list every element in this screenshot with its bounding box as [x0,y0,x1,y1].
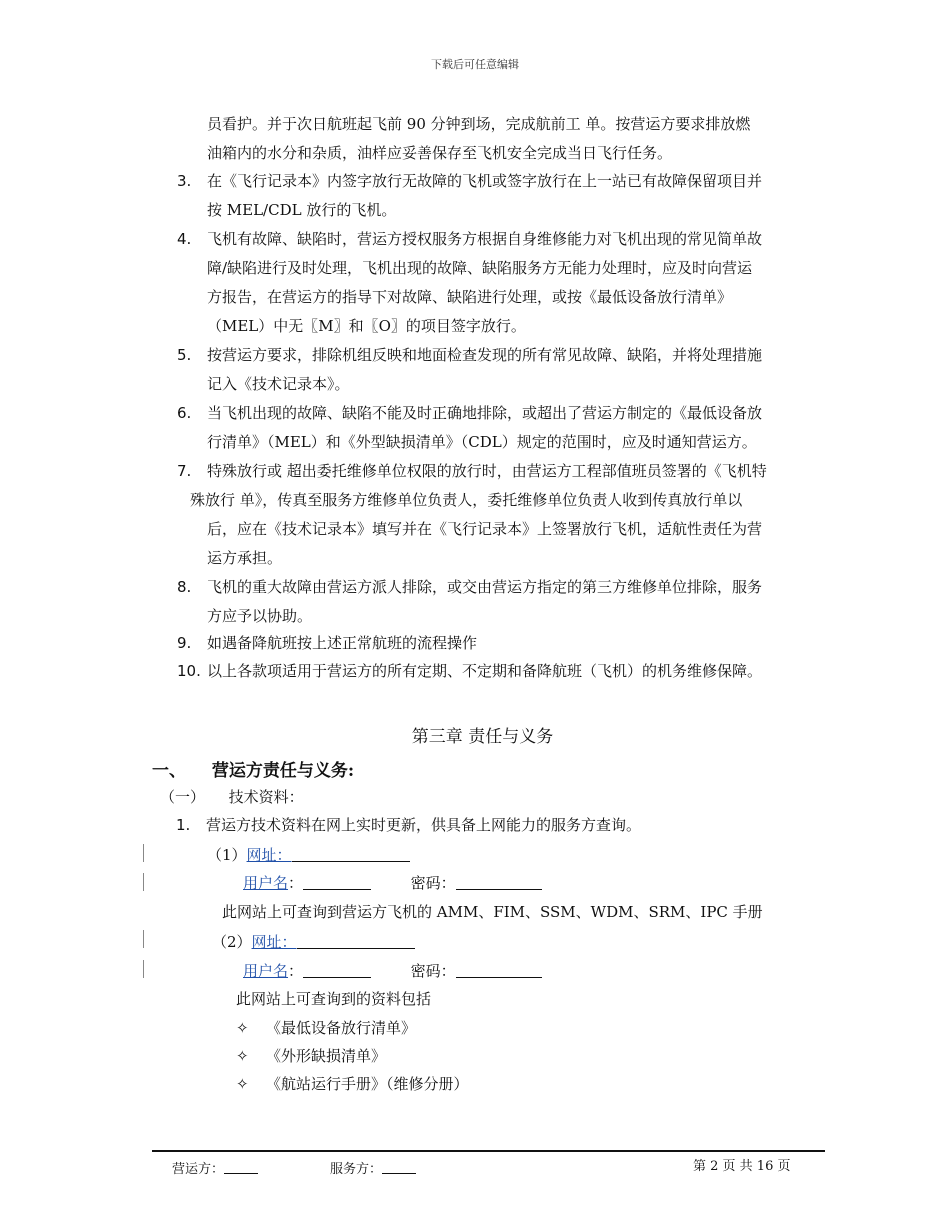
site2-username-link[interactable]: 用户名 [243,962,289,980]
site1-colon: ： [288,874,304,892]
section-title: 营运方责任与义务: [211,761,355,781]
list-item: 《外形缺损清单》 [266,1047,387,1065]
clause-text-line: 飞机有故障、缺陷时，营运方授权服务方根据自身维修能力对飞机出现的常见简单故 [207,230,763,248]
site1-username-link[interactable]: 用户名 [243,874,289,892]
revision-bar [143,873,144,891]
bullet-star-icon: ✧ [236,1075,249,1093]
clause-text-line: 飞机的重大故障由营运方派人排除，或交由营运方指定的第三方维修单位排除，服务 [207,578,763,596]
site2-url-blank[interactable] [297,934,415,949]
clause-text-line: 以上各款项适用于营运方的所有定期、不定期和备降航班（飞机）的机务维修保障。 [207,662,763,680]
site1-password-label: 密码： [410,874,456,892]
site1-url-link[interactable]: 网址： [246,846,292,864]
site1-prefix: （1） [207,846,247,864]
item-text: 营运方技术资料在网上实时更新，供具备上网能力的服务方查询。 [206,816,642,834]
clause-text-line: 如遇备降航班按上述正常航班的流程操作 [207,634,478,652]
clause-text-line: 方应予以协助。 [207,607,313,625]
clause-text-line: 后，应在《技术记录本》填写并在《飞行记录本》上签署放行飞机，适航性责任为营 [207,520,763,538]
clause-text-line: 当飞机出现的故障、缺陷不能及时正确地排除，或超出了营运方制定的《最低设备放 [207,404,763,422]
clause-text-line: 油箱内的水分和杂质，油样应妥善保存至飞机安全完成当日飞行任务。 [207,144,673,162]
site2-description: 此网站上可查询到的资料包括 [236,990,432,1008]
footer-service-blank [382,1162,416,1174]
bullet-star-icon: ✧ [236,1019,249,1037]
clause-text-line: 殊放行 单》，传真至服务方维修单位负责人，委托维修单位负责人收到传真放行单以 [190,491,743,509]
subsection-title: 技术资料： [228,788,304,806]
clause-text-line: 行清单》（MEL）和《外型缺损清单》（CDL）规定的范围时，应及时通知营运方。 [207,433,757,451]
site1-url-row [207,845,410,865]
clause-number: 4. [177,230,192,248]
site2-password-label: 密码： [410,962,456,980]
site2-url-link[interactable]: 网址： [251,933,297,951]
revision-bar [143,960,144,978]
footer-rule [152,1150,825,1152]
site1-username-blank[interactable] [303,875,371,890]
clause-number: 6. [177,404,192,422]
clause-text-line: 员看护。并于次日航班起飞前 90 分钟到场，完成航前工 单。按营运方要求排放燃 [207,115,751,133]
footer-service-label: 服务方： [330,1162,383,1177]
tech-item-1 [176,815,641,835]
clause-text-line: 特殊放行或 超出委托维修单位权限的放行时，由营运方工程部值班员签署的《飞机特 [207,462,767,480]
site1-description: 此网站上可查询到营运方飞机的 AMM、FIM、SSM、WDM、SRM、IPC 手册 [222,903,763,921]
subsection-number: （一） [160,788,206,806]
footer-operator-label: 营运方： [172,1162,225,1177]
list-item: 《最低设备放行清单》 [266,1019,417,1037]
revision-bar [143,844,144,862]
site2-url-row [212,932,415,952]
list-item: 《航站运行手册》（维修分册） [266,1075,469,1093]
clause-number: 3. [177,172,192,190]
clause-number: 7. [177,462,192,480]
site2-login-row [243,961,542,981]
bullet-star-icon: ✧ [236,1047,249,1065]
chapter-title: 第三章 责任与义务 [411,727,554,747]
site1-password-blank[interactable] [456,875,542,890]
section-number: 一、 [152,761,186,781]
footer-operator [172,1158,258,1177]
clause-number: 5. [177,346,192,364]
clause-text-line: 在《飞行记录本》内签字放行无故障的飞机或签字放行在上一站已有故障保留项目并 [207,172,763,190]
footer-service [330,1158,416,1177]
site1-url-blank[interactable] [292,847,410,862]
clause-text-line: 记入《技术记录本》。 [207,375,350,393]
site2-password-blank[interactable] [456,963,542,978]
footer-operator-blank [224,1162,258,1174]
footer-page-number: 第 2 页 共 16 页 [693,1159,791,1174]
section-heading [152,756,354,781]
site2-username-blank[interactable] [303,963,371,978]
clause-text-line: （MEL）中无〖M〗和〖O〗的项目签字放行。 [207,317,526,335]
clause-text-line: 方报告，在营运方的指导下对故障、缺陷进行处理，或按《最低设备放行清单》 [207,288,733,306]
clause-text-line: 按 MEL/CDL 放行的飞机。 [207,201,397,219]
clause-text-line: 障/缺陷进行及时处理，飞机出现的故障、缺陷服务方无能力处理时，应及时向营运 [207,259,753,277]
site1-login-row [243,873,542,893]
clause-text-line: 运方承担。 [207,549,283,567]
subsection-heading [160,787,304,807]
clause-number: 10. [177,662,201,680]
revision-bar [143,930,144,948]
page-header: 下载后可任意编辑 [431,58,519,71]
site2-prefix: （2） [212,933,252,951]
item-number: 1. [176,816,191,834]
clause-number: 9. [177,634,192,652]
clause-text-line: 按营运方要求，排除机组反映和地面检查发现的所有常见故障、缺陷，并将处理措施 [207,346,763,364]
site2-colon: ： [288,962,304,980]
clause-number: 8. [177,578,192,596]
